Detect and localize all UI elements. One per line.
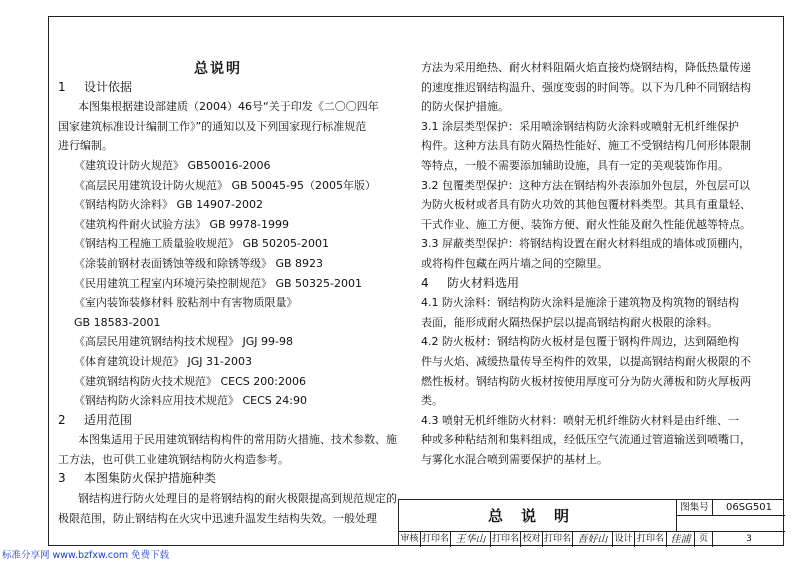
paragraph-line: 极限范围，防止钢结构在火灾中迅速升温发生结构失效。一般处理 bbox=[58, 511, 377, 525]
paragraph-line: 国家建筑标准设计编制工作》”的通知以及下列国家现行标准规范 bbox=[58, 119, 367, 133]
paragraph-line: 的速度推迟钢结构温升、强度变弱的时间等。以下为几种不同钢结构 bbox=[421, 80, 751, 94]
title-block bbox=[398, 499, 784, 546]
paragraph-line: 3.2 包覆类型保护：这种方法在钢结构外表添加外包层，外包层可以 bbox=[421, 178, 750, 192]
section-2-heading: 2 适用范围 bbox=[58, 412, 133, 427]
paragraph-line: 4.3 喷射无机纤维防火材料：喷射无机纤维防火材料是由纤维、一 bbox=[421, 413, 739, 427]
atlas-number-label: 图集号 bbox=[677, 500, 713, 516]
print-name-label: 打印名 bbox=[421, 532, 451, 547]
design-label: 设计 bbox=[613, 532, 635, 547]
print-name-label: 打印名 bbox=[491, 532, 521, 547]
paragraph-line: 件与火焰、减缓热量传导至构件的效果，以提高钢结构耐火极限的不 bbox=[421, 354, 751, 368]
title-block-title: 总说明 bbox=[399, 500, 677, 532]
checker-signature: 吾好山 bbox=[573, 532, 613, 547]
standard-reference: 《钢结构防火涂料》 GB 14907-2002 bbox=[74, 198, 264, 212]
paragraph-line: 方法为采用绝热、耐火材料阻隔火焰直接灼烧钢结构，降低热量传递 bbox=[421, 61, 751, 74]
check-label: 校对 bbox=[521, 532, 543, 547]
paragraph-line: 4.1 防火涂料：钢结构防火涂料是施涂于建筑物及构筑物的钢结构 bbox=[421, 296, 739, 310]
paragraph-line: 燃性板材。钢结构防火板材按使用厚度可分为防火薄板和防火厚板两 bbox=[421, 374, 751, 388]
standard-reference: 《高层民用建筑钢结构技术规程》 JGJ 99-98 bbox=[74, 335, 293, 349]
paragraph-line: 为防火板材或者具有防火功效的其他包覆材料类型。其具有重量轻、 bbox=[421, 198, 751, 212]
reviewer-signature: 王华山 bbox=[451, 532, 491, 547]
standard-reference: 《涂装前钢材表面锈蚀等级和除锈等级》 GB 8923 bbox=[74, 256, 324, 270]
standard-reference-continued: GB 18583-2001 bbox=[74, 315, 161, 329]
paragraph-line: 进行编制。 bbox=[58, 139, 113, 153]
paragraph-line: 种或多种粘结剂和集料组成，经低压空气流通过管道输送到喷嘴口， bbox=[421, 433, 751, 447]
right-column bbox=[421, 58, 771, 469]
section-3-heading: 3 本图集防火保护措施种类 bbox=[58, 471, 217, 486]
section-1-heading: 1 设计依据 bbox=[58, 79, 133, 94]
standard-reference: 《钢结构工程施工质量验收规范》 GB 50205-2001 bbox=[74, 237, 330, 251]
print-name-label: 打印名 bbox=[635, 532, 667, 547]
title-block-blank-cell bbox=[677, 516, 785, 532]
paragraph-line: 本图集适用于民用建筑钢结构构件的常用防火措施、技术参数、施 bbox=[78, 433, 397, 447]
standard-reference: 《建筑构件耐火试验方法》 GB 9978-1999 bbox=[74, 217, 290, 231]
paragraph-line: 干式作业、施工方便、装饰方便、耐火性能及耐久性能优越等特点。 bbox=[421, 217, 751, 231]
standard-reference: 《高层民用建筑设计防火规范》 GB 50045-95（2005年版） bbox=[74, 178, 377, 192]
paragraph-line: 4.2 防火板材：钢结构防火板材是包覆于钢构件周边，达到隔绝构 bbox=[421, 335, 739, 349]
paragraph-line: 表面，能形成耐火隔热保护层以提高钢结构耐火极限的涂料。 bbox=[421, 315, 718, 329]
footer-watermark[interactable]: 标准分享网 www.bzfxw.com 免费下载 bbox=[2, 550, 170, 561]
print-name-label: 打印名 bbox=[543, 532, 573, 547]
page-label: 页 bbox=[695, 532, 713, 547]
designer-signature: 佳浦 bbox=[667, 532, 695, 547]
paragraph-line: 本图集根据建设部建质（2004）46号“关于印发《二〇〇四年 bbox=[78, 100, 379, 114]
paragraph-line: 的防火保护措施。 bbox=[421, 100, 509, 114]
standard-reference: 《体育建筑设计规范》 JGJ 31-2003 bbox=[74, 354, 252, 368]
paragraph-line: 等特点，一般不需要添加辅助设施，具有一定的美观装饰作用。 bbox=[421, 158, 729, 172]
standard-reference: 《建筑钢结构防火技术规范》 CECS 200:2006 bbox=[74, 374, 306, 388]
paragraph-line: 3.1 涂层类型保护：采用喷涂钢结构防火涂料或喷射无机纤维保护 bbox=[421, 119, 739, 133]
paragraph-line: 与雾化水混合喷到需要保护的基材上。 bbox=[421, 452, 608, 466]
standard-reference: 《钢结构防火涂料应用技术规范》 CECS 24:90 bbox=[74, 394, 307, 408]
page-number: 3 bbox=[746, 534, 752, 544]
standard-reference: 《室内装饰装修材料 胶粘剂中有害物质限量》 bbox=[74, 296, 298, 310]
paragraph-line: 或将构件包藏在两片墙之间的空隙里。 bbox=[421, 256, 608, 270]
standard-reference: 《民用建筑工程室内环境污染控制规范》 GB 50325-2001 bbox=[74, 276, 363, 290]
standard-reference: 《建筑设计防火规范》 GB50016-2006 bbox=[74, 158, 271, 172]
section-4-heading: 4 防火材料选用 bbox=[421, 275, 520, 290]
review-label: 审核 bbox=[399, 532, 421, 547]
paragraph-line: 工方法，也可供工业建筑钢结构防火构造参考。 bbox=[58, 452, 289, 466]
page-title: 总说明 bbox=[194, 61, 242, 77]
left-column bbox=[58, 58, 397, 528]
paragraph-line: 3.3 屏蔽类型保护：将钢结构设置在耐火材料组成的墙体或顶棚内， bbox=[421, 237, 750, 251]
paragraph-line: 构件。这种方法具有防火隔热性能好、施工不受钢结构几何形体限制 bbox=[421, 139, 751, 153]
paragraph-line: 类。 bbox=[421, 394, 443, 408]
atlas-number: 06SG501 bbox=[713, 500, 785, 516]
paragraph-line: 钢结构进行防火处理目的是将钢结构的耐火极限提高到规范规定的 bbox=[78, 492, 397, 506]
title-block-signature-row bbox=[399, 532, 785, 547]
